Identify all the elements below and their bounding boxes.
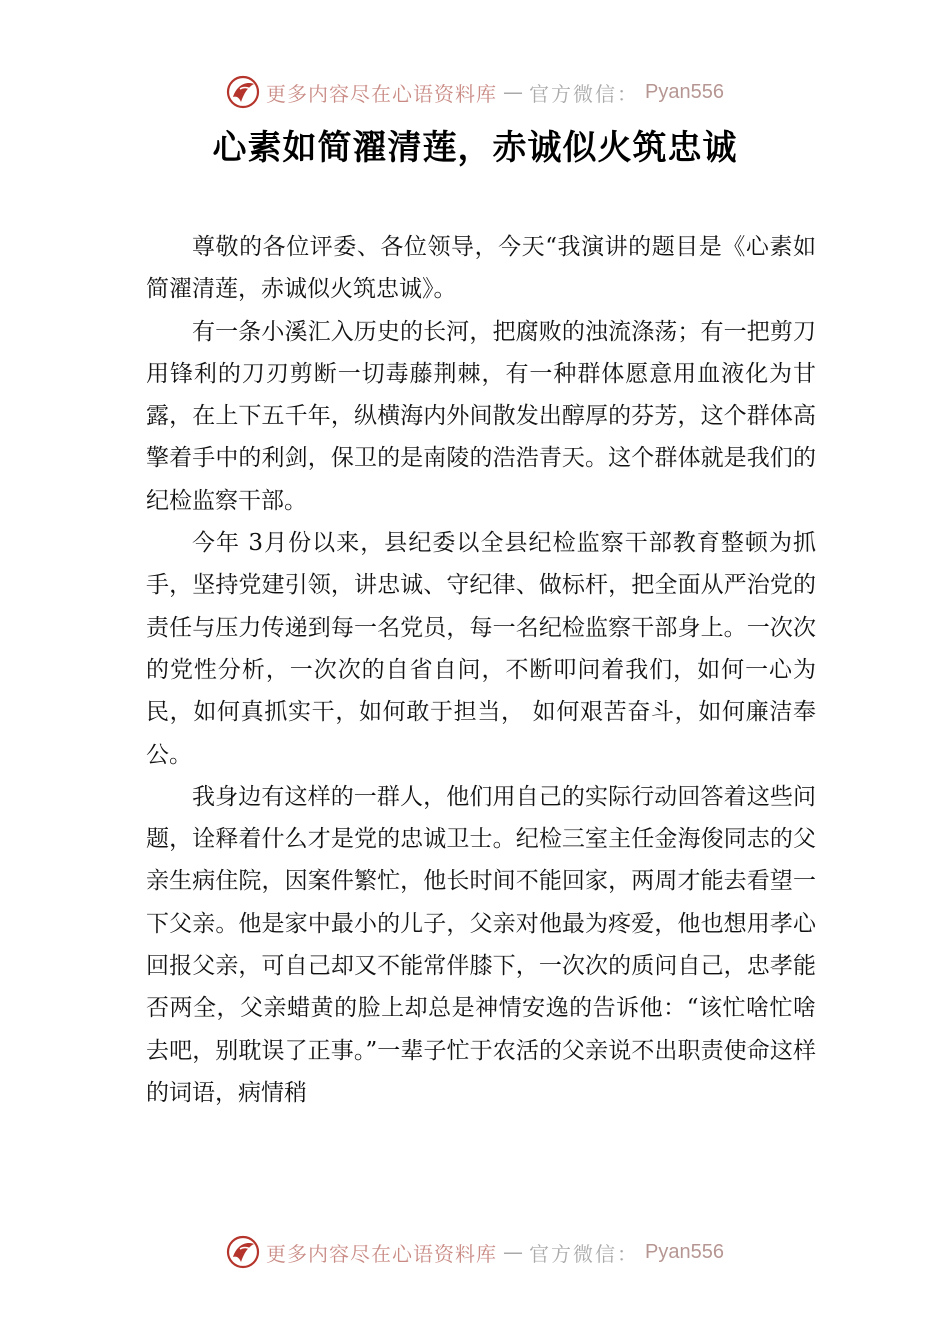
footer-banner-wechat-id: Pyan556 (645, 1240, 724, 1263)
header-banner-separator: — (503, 80, 524, 104)
footer-banner-separator: — (503, 1240, 524, 1264)
header-banner-text: 更多内容尽在心语资料库 (266, 81, 498, 106)
footer-banner-text: 更多内容尽在心语资料库 (266, 1241, 498, 1266)
footer-banner[interactable] (0, 1232, 950, 1272)
paragraph: 我身边有这样的一群人，他们用自己的实际行动回答着这些问题，诠释着什么才是党的忠诚卫士。纪检三室主任金海俊同志的父亲生病住院，因案件繁忙，他长时间不能回家，两周才能去看望一下父亲。他是家中最小的儿子，父亲对他最为疼爱，他也想用孝心回报父亲，可自己却又不能常伴膝下，一次次的质问自己，忠孝能否两全，父亲蜡黄的脸上却总是神情安逸的告诉他：“该忙啥忙啥去吧，别耽误了正事。”一辈子忙于农活的父亲说不出职责使命这样的词语，病情稍 (146, 783, 816, 1106)
paragraph: 今年 3月份以来，县纪委以全县纪检监察干部教育整顿为抓手，坚持党建引领，讲忠诚、守纪律、做标杆，把全面从严治党的责任与压力传递到每一名党员，每一名纪检监察干部身上。一次次的党性分析，一次次的自省自问，不断叩问着我们，如何一心为民，如何真抓实干，如何敢于担当， 如何艰苦奋斗，如何廉洁奉公。 (146, 530, 816, 768)
paragraph: 尊敬的各位评委、各位领导，今天“我演讲的题目是《心素如简濯清莲，赤诚似火筑忠诚》。 (146, 234, 816, 303)
brand-logo-icon (226, 75, 260, 109)
header-banner[interactable] (0, 72, 950, 112)
footer-banner-wechat-label: 官方微信： (529, 1241, 640, 1266)
document-body (146, 226, 816, 1114)
header-banner-wechat-id: Pyan556 (645, 80, 724, 103)
paragraph: 有一条小溪汇入历史的长河，把腐败的浊流涤荡；有一把剪刀用锋利的刀刃剪断一切毒藤荆棘，有一种群体愿意用血液化为甘露，在上下五千年，纵横海内外间散发出醇厚的芬芳，这个群体高擎着手中的利剑，保卫的是南陵的浩浩青天。这个群体就是我们的纪检监察干部。 (146, 318, 816, 514)
document-title: 心素如简濯清莲，赤诚似火筑忠诚 (212, 128, 738, 168)
brand-logo-icon (226, 1235, 260, 1269)
header-banner-wechat-label: 官方微信： (529, 81, 640, 106)
